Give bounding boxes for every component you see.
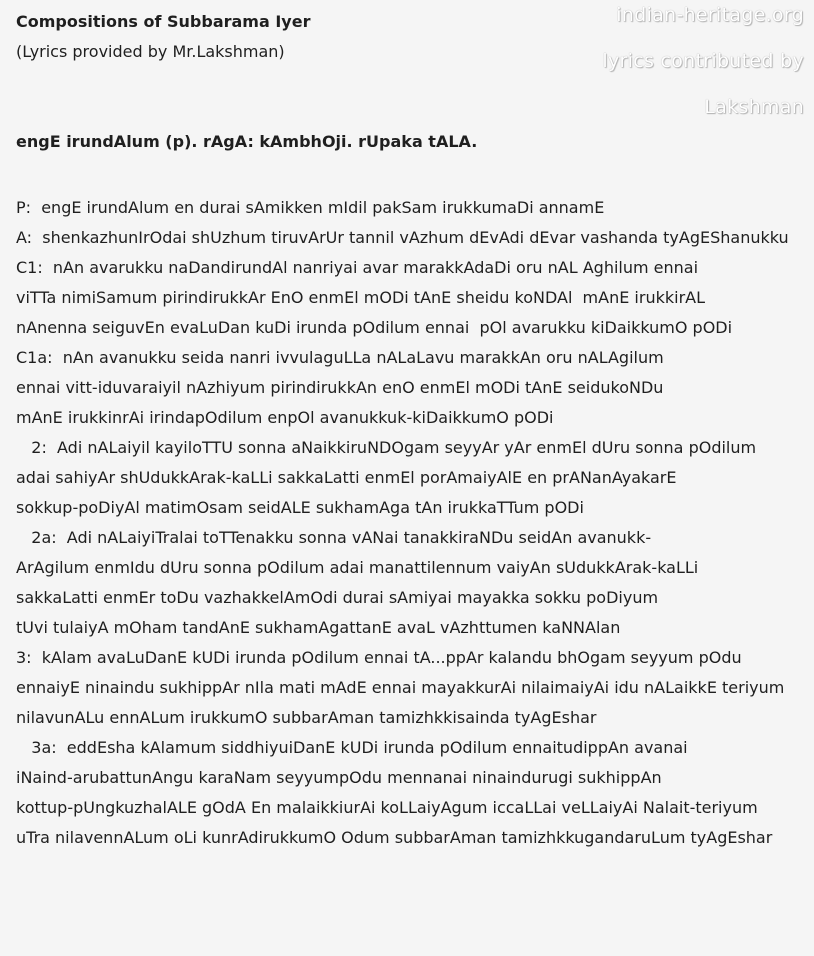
page-subtitle: (Lyrics provided by Mr.Lakshman): [16, 42, 285, 61]
lyric-line: C1: nAn avarukku naDandirundAl nanriyai avar marakkAdaDi oru nAL Aghilum ennai: [16, 258, 699, 277]
lyric-line: nilavunALu ennALum irukkumO subbarAman tamizhkkisainda tyAgEshar: [16, 708, 597, 727]
lyric-line: ArAgilum enmIdu dUru sonna pOdilum adai manattilennum vaiyAn sUdukkArak-kaLLi: [16, 558, 699, 577]
lyric-line: 3a: eddEsha kAlamum siddhiyuiDanE kUDi irunda pOdilum ennaitudippAn avanai: [16, 738, 688, 757]
lyric-line: sakkaLatti enmEr toDu vazhakkelAmOdi durai sAmiyai mayakka sokku poDiyum: [16, 588, 659, 607]
watermark-author: Lakshman: [704, 96, 804, 118]
watermark-site: indian-heritage.org: [616, 4, 804, 26]
lyric-line: mAnE irukkinrAi irindapOdilum enpOl avanukkuk-kiDaikkumO pODi: [16, 408, 554, 427]
lyric-line: ennaiyE ninaindu sukhippAr nIla mati mAdE ennai mayakkurAi nilaimaiyAi idu nALaikkE teriyum: [16, 678, 785, 697]
lyric-line: viTTa nimiSamum pirindirukkAr EnO enmEl mODi tAnE sheidu koNDAl mAnE irukkirAL: [16, 288, 705, 307]
lyric-line: 2a: Adi nALaiyiTralai toTTenakku sonna vANai tanakkiraNDu seidAn avanukk-: [16, 528, 652, 547]
lyric-line: iNaind-arubattunAngu karaNam seyyumpOdu mennanai ninaindurugi sukhippAn: [16, 768, 662, 787]
lyric-line: A: shenkazhunIrOdai shUzhum tiruvArUr tannil vAzhum dEvAdi dEvar vashanda tyAgEShanukku: [16, 228, 789, 247]
lyrics-body: [16, 193, 789, 853]
lyric-line: uTra nilavennALum oLi kunrAdirukkumO Odum subbarAman tamizhkkugandaruLum tyAgEshar: [16, 828, 773, 847]
lyric-line: 3: kAlam avaLuDanE kUDi irunda pOdilum ennai tA...ppAr kalandu bhOgam seyyum pOdu: [16, 648, 742, 667]
page-title: Compositions of Subbarama Iyer: [16, 12, 311, 31]
watermark-credit: lyrics contributed by: [602, 50, 804, 72]
lyric-line: ennai vitt-iduvaraiyil nAzhiyum pirindirukkAn enO enmEl mODi tAnE seidukoNDu: [16, 378, 664, 397]
lyric-line: adai sahiyAr shUdukkArak-kaLLi sakkaLatti enmEl porAmaiyAlE en prANanAyakarE: [16, 468, 677, 487]
lyric-line: kottup-pUngkuzhalALE gOdA En malaikkiurAi koLLaiyAgum iccaLLai veLLaiyAi Nalait-teriyum: [16, 798, 758, 817]
lyric-line: 2: Adi nALaiyil kayiloTTU sonna aNaikkiruNDOgam seyyAr yAr enmEl dUru sonna pOdilum: [16, 438, 757, 457]
lyric-line: nAnenna seiguvEn evaLuDan kuDi irunda pOdilum ennai pOl avarukku kiDaikkumO pODi: [16, 318, 733, 337]
lyric-line: sokkup-poDiyAl matimOsam seidALE sukhamAga tAn irukkaTTum pODi: [16, 498, 584, 517]
lyric-line: tUvi tulaiyA mOham tandAnE sukhamAgattanE avaL vAzhttumen kaNNAlan: [16, 618, 621, 637]
song-heading: engE irundAlum (p). rAgA: kAmbhOji. rUpaka tALA.: [16, 132, 478, 151]
lyric-line: P: engE irundAlum en durai sAmikken mIdil pakSam irukkumaDi annamE: [16, 198, 605, 217]
lyric-line: C1a: nAn avanukku seida nanri ivvulaguLLa nALaLavu marakkAn oru nALAgilum: [16, 348, 664, 367]
